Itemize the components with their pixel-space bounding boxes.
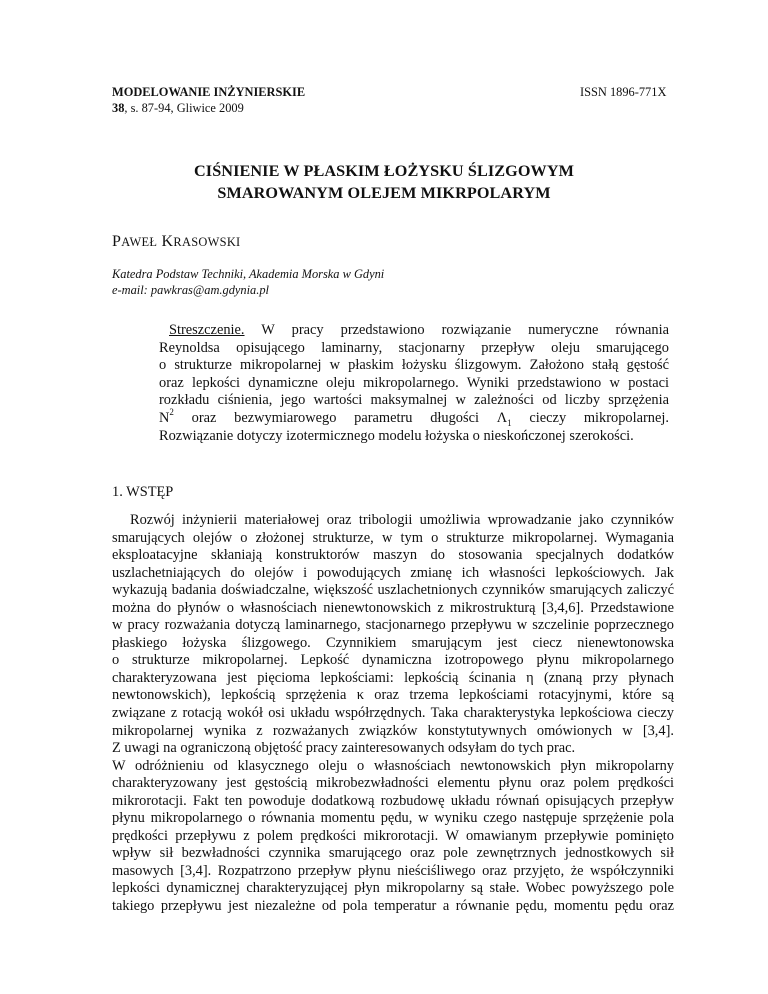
body-line: lepkości dynamicznej charakteryzującej płyn mikropolarny są stałe. Wobec powyższego pole [112, 880, 674, 897]
author-first-rest: AWEŁ [121, 235, 158, 249]
author-name [112, 233, 241, 251]
body-text [112, 512, 674, 916]
title-line-1: CIŚNIENIE W PŁASKIM ŁOŻYSKU ŚLIZGOWYM [194, 162, 574, 180]
journal-volume: 38 [112, 101, 125, 115]
journal-pages: , s. 87-94, Gliwice 2009 [124, 101, 244, 115]
author-last-initial: K [161, 233, 174, 250]
body-line: Rozwój inżynierii materiałowej oraz tribologii umożliwia wprowadzanie jako czynników [130, 512, 674, 528]
abstract-line-1: Streszczenie. W pracy przedstawiono rozwiązanie numeryczne równania [169, 322, 670, 338]
affiliation-email: e-mail: pawkras@am.gdynia.pl [112, 283, 269, 297]
body-line: o strukturze mikropolarnej. Lepkość dynamiczna izotropowego płynu mikropolarnego [112, 652, 674, 669]
body-line: mikropolarnej wynika z rozważanych związków konstytutywnych omówionych w [3,4]. [112, 722, 674, 739]
title-line-2: SMAROWANYM OLEJEM MIKRPOLARYM [217, 184, 551, 202]
body-line: wpływ sił bezwładności czynnika smarującego oraz pole zewnętrznych jednostkowych sił [112, 845, 674, 862]
body-line: smarujących olejów o złożonej strukturze, w tym o strukturze mikropolarnej. Wymagania [112, 529, 674, 546]
author-last-rest: RASOWSKI [173, 235, 241, 249]
body-line: eksploatacyjne skłaniają konstruktorów maszyn do stosowania specjalnych dodatków [112, 547, 674, 564]
affiliation-institution: Katedra Podstaw Techniki, Akademia Morska w Gdyni [112, 267, 385, 281]
body-line: masowych [3,4]. Rozpatrzono przepływ płynu nieściśliwego oraz przyjęto, że współczynniki [112, 862, 674, 879]
body-line: charakteryzowana jest pięcioma lepkościami: lepkością ścinania η (znaną przy płynach [112, 669, 674, 686]
body-line: wykazują badania doświadczalne, większość uszlachetnionych czynników smarujących zaliczyć [112, 582, 674, 599]
body-line: można do płynów o własnościach nienewtonowskich z mikrostrukturą [3,4,6]. Przedstawione [112, 599, 674, 616]
body-line: newtonowskich), lepkością sprzężenia κ oraz trzema lepkościami rotacyjnymi, które są [112, 687, 674, 704]
section-heading: 1. WSTĘP [112, 484, 174, 500]
abstract-line-6: $N^2$ oraz bezwymiarowego parametru długości $\Lambda_1$ cieczy mikropolarnej. [159, 406, 669, 428]
abstract-keyword: Streszczenie. [169, 322, 245, 338]
body-line: w pracy rozważania dotyczą laminarnego, stacjonarnego przepływu w szczelinie poprzecznego [112, 617, 674, 634]
abstract [159, 322, 669, 445]
paper-title [0, 160, 768, 204]
journal-name: MODELOWANIE INŻYNIERSKIE [112, 85, 306, 99]
abstract-line-2: Reynoldsa opisującego laminarny, stacjonarny przepływ oleju smarującego [159, 339, 669, 356]
author-first-initial: P [112, 233, 122, 250]
abstract-line-5: rozkładu ciśnienia, jego wartości maksymalnej w zależności od liczby sprzężenia [159, 392, 669, 409]
abstract-line-3: o strukturze mikropolarnej w płaskim łożysku ślizgowym. Założono stałą gęstość [159, 357, 669, 374]
body-line: charakteryzowany jest gęstością mikrobezwładności elementu płynu oraz polem prędkości [112, 775, 674, 792]
abstract-line-7: Rozwiązanie dotyczy izotermicznego modelu łożyska o nieskończonej szerokości. [159, 427, 634, 444]
body-line: takiego przepływu jest niezależne od pola temperatur a równanie pędu, momentu pędu oraz [112, 898, 674, 915]
body-line: prędkości przepływu z polem prędkości mikrorotacji. W omawianym przepływie pominięto [112, 827, 674, 844]
affiliation [112, 266, 384, 298]
body-line: uszlachetniających do olejów i powodujących zmianę ich własności lepkościowych. Jak [112, 564, 674, 581]
body-line: W odróżnieniu od klasycznego oleju o własnościach newtonowskich płyn mikropolarny [112, 757, 674, 774]
body-line: płynu mikropolarnego o równania momentu pędu, w wyniku czego następuje sprzężenie pola [112, 810, 674, 827]
body-line: płaskiego łożyska ślizgowego. Czynnikiem smarującym jest ciecz nienewtonowska [112, 634, 674, 651]
issn: ISSN 1896-771X [580, 85, 667, 99]
body-line: związane z rotacją wokół osi układu współrzędnych. Taka charakterystyka lepkościowa cieczy [112, 705, 674, 722]
body-line: mikrorotacji. Fakt ten powoduje dodatkową rozbudowę układu równań opisujących przepływ [112, 792, 674, 809]
journal-header [112, 84, 305, 116]
abstract-line-4: oraz lepkości dynamiczne oleju mikropolarnego. Wyniki przedstawiono w postaci [159, 374, 669, 391]
body-line: Z uwagi na ograniczoną objętość pracy zainteresowanych odsyłam do tych prac. [112, 740, 576, 757]
